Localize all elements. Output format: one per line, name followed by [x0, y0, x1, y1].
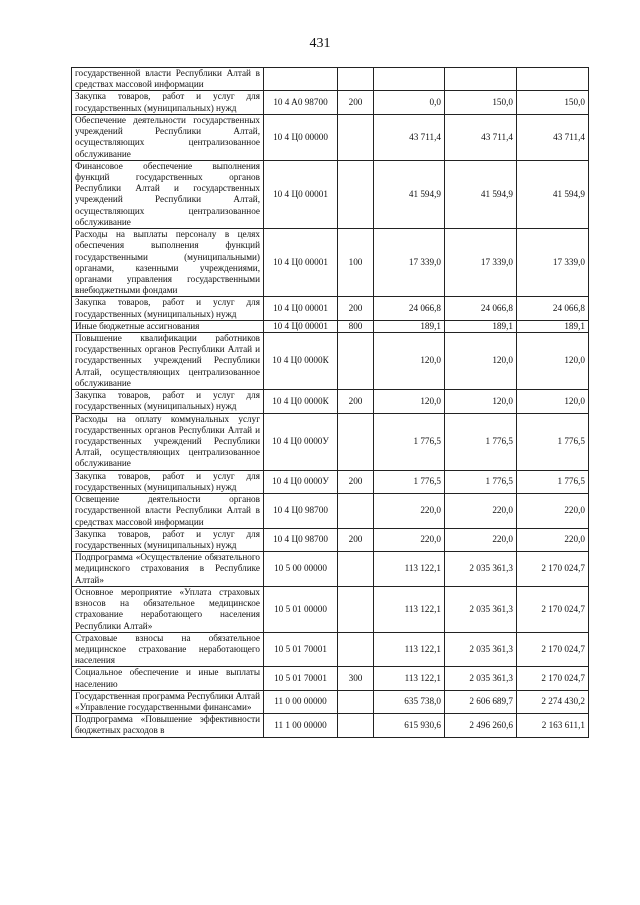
- expense-type-cell: [338, 68, 374, 91]
- table-row: [72, 667, 589, 690]
- target-code-cell: 10 5 01 70001: [264, 667, 338, 690]
- value-year1-cell: 189,1: [374, 320, 445, 332]
- expense-type-cell: [338, 632, 374, 667]
- table-row: [72, 229, 589, 297]
- value-year3-cell: 1 776,5: [517, 470, 589, 493]
- target-code-cell: 10 4 Ц0 0000У: [264, 470, 338, 493]
- value-year1-cell: 113 122,1: [374, 586, 445, 632]
- expense-type-cell: 200: [338, 528, 374, 551]
- row-name-cell: государственной власти Республики Алтай в средствах массовой информации: [72, 68, 264, 91]
- value-year1-cell: 41 594,9: [374, 160, 445, 228]
- row-name-cell: Повышение квалификации работников государственных органов Республики Алтай и государственных учреждений Республики Алтай, осуществляющих централизованное обслуживание: [72, 333, 264, 390]
- table-row: [72, 690, 589, 713]
- value-year3-cell: 43 711,4: [517, 114, 589, 160]
- value-year1-cell: 220,0: [374, 494, 445, 529]
- row-name-cell: Расходы на оплату коммунальных услуг государственных органов Республики Алтай и государственных учреждений Республики Алтай, осуществляющих централизованное обслуживание: [72, 413, 264, 470]
- row-name-cell: Закупка товаров, работ и услуг для государственных (муниципальных) нужд: [72, 528, 264, 551]
- expense-type-cell: 300: [338, 667, 374, 690]
- table-row: [72, 333, 589, 390]
- table-row: [72, 91, 589, 114]
- value-year3-cell: 2 170 024,7: [517, 586, 589, 632]
- expense-type-cell: 200: [338, 470, 374, 493]
- value-year2-cell: 17 339,0: [445, 229, 517, 297]
- value-year1-cell: 113 122,1: [374, 632, 445, 667]
- value-year2-cell: 43 711,4: [445, 114, 517, 160]
- target-code-cell: 10 4 Ц0 98700: [264, 494, 338, 529]
- value-year3-cell: 120,0: [517, 390, 589, 413]
- expense-type-cell: 100: [338, 229, 374, 297]
- row-name-cell: Освещение деятельности органов государственной власти Республики Алтай в средствах массовой информации: [72, 494, 264, 529]
- value-year3-cell: 1 776,5: [517, 413, 589, 470]
- target-code-cell: 11 0 00 00000: [264, 690, 338, 713]
- row-name-cell: Социальное обеспечение и иные выплаты населению: [72, 667, 264, 690]
- target-code-cell: 10 4 A0 98700: [264, 91, 338, 114]
- target-code-cell: 10 5 01 70001: [264, 632, 338, 667]
- expense-type-cell: 200: [338, 91, 374, 114]
- value-year3-cell: 41 594,9: [517, 160, 589, 228]
- table-row: [72, 114, 589, 160]
- value-year1-cell: 1 776,5: [374, 470, 445, 493]
- table-row: [72, 632, 589, 667]
- expense-type-cell: [338, 586, 374, 632]
- target-code-cell: 10 5 00 00000: [264, 552, 338, 587]
- target-code-cell: 10 4 Ц0 00000: [264, 114, 338, 160]
- value-year2-cell: 2 496 260,6: [445, 714, 517, 737]
- row-name-cell: Страховые взносы на обязательное медицинское страхование неработающего населения: [72, 632, 264, 667]
- row-name-cell: Закупка товаров, работ и услуг для государственных (муниципальных) нужд: [72, 470, 264, 493]
- value-year2-cell: 2 035 361,3: [445, 667, 517, 690]
- budget-table-body: [72, 68, 589, 738]
- row-name-cell: Обеспечение деятельности государственных учреждений Республики Алтай, осуществляющих централизованное обслуживание: [72, 114, 264, 160]
- expense-type-cell: [338, 160, 374, 228]
- page-number: 431: [309, 36, 331, 51]
- value-year1-cell: 17 339,0: [374, 229, 445, 297]
- value-year2-cell: 220,0: [445, 494, 517, 529]
- value-year3-cell: 2 163 611,1: [517, 714, 589, 737]
- target-code-cell: 10 4 Ц0 00001: [264, 297, 338, 320]
- expense-type-cell: 200: [338, 390, 374, 413]
- value-year1-cell: 120,0: [374, 390, 445, 413]
- row-name-cell: Закупка товаров, работ и услуг для государственных (муниципальных) нужд: [72, 297, 264, 320]
- value-year3-cell: 2 170 024,7: [517, 667, 589, 690]
- value-year3-cell: 220,0: [517, 494, 589, 529]
- budget-table: [71, 67, 589, 738]
- value-year2-cell: 120,0: [445, 390, 517, 413]
- table-row: [72, 714, 589, 737]
- row-name-cell: Расходы на выплаты персоналу в целях обеспечения выполнения функций государственными (муниципальными) органами, казенными учреждениями, органами управления государственными внебюджетными фондами: [72, 229, 264, 297]
- table-row: [72, 160, 589, 228]
- value-year1-cell: 615 930,6: [374, 714, 445, 737]
- target-code-cell: 10 5 01 00000: [264, 586, 338, 632]
- value-year1-cell: 220,0: [374, 528, 445, 551]
- value-year3-cell: 220,0: [517, 528, 589, 551]
- value-year1-cell: 0,0: [374, 91, 445, 114]
- target-code-cell: 11 1 00 00000: [264, 714, 338, 737]
- expense-type-cell: [338, 494, 374, 529]
- expense-type-cell: 800: [338, 320, 374, 332]
- value-year1-cell: 113 122,1: [374, 552, 445, 587]
- target-code-cell: 10 4 Ц0 00001: [264, 320, 338, 332]
- expense-type-cell: [338, 714, 374, 737]
- value-year3-cell: 17 339,0: [517, 229, 589, 297]
- row-name-cell: Подпрограмма «Повышение эффективности бюджетных расходов в: [72, 714, 264, 737]
- table-row: [72, 390, 589, 413]
- row-name-cell: Основное мероприятие «Уплата страховых взносов на обязательное медицинское страхование неработающего населения Республики Алтай»: [72, 586, 264, 632]
- value-year2-cell: 2 035 361,3: [445, 552, 517, 587]
- table-row: [72, 320, 589, 332]
- target-code-cell: 10 4 Ц0 0000К: [264, 390, 338, 413]
- value-year1-cell: 635 738,0: [374, 690, 445, 713]
- table-row: [72, 413, 589, 470]
- expense-type-cell: [338, 333, 374, 390]
- value-year1-cell: 43 711,4: [374, 114, 445, 160]
- row-name-cell: Государственная программа Республики Алтай «Управление государственными финансами»: [72, 690, 264, 713]
- value-year1-cell: 1 776,5: [374, 413, 445, 470]
- table-row: [72, 470, 589, 493]
- expense-type-cell: [338, 413, 374, 470]
- table-row: [72, 297, 589, 320]
- value-year1-cell: 113 122,1: [374, 667, 445, 690]
- value-year2-cell: 2 606 689,7: [445, 690, 517, 713]
- value-year1-cell: 120,0: [374, 333, 445, 390]
- value-year3-cell: 2 274 430,2: [517, 690, 589, 713]
- table-row: [72, 494, 589, 529]
- row-name-cell: Закупка товаров, работ и услуг для государственных (муниципальных) нужд: [72, 91, 264, 114]
- value-year3-cell: 2 170 024,7: [517, 632, 589, 667]
- target-code-cell: 10 4 Ц0 98700: [264, 528, 338, 551]
- value-year2-cell: 120,0: [445, 333, 517, 390]
- target-code-cell: 10 4 Ц0 0000К: [264, 333, 338, 390]
- target-code-cell: 10 4 Ц0 00001: [264, 160, 338, 228]
- target-code-cell: 10 4 Ц0 00001: [264, 229, 338, 297]
- value-year2-cell: 41 594,9: [445, 160, 517, 228]
- table-row: [72, 68, 589, 91]
- row-name-cell: Финансовое обеспечение выполнения функций государственных органов Республики Алтай и государственных учреждений Республики Алтай, осуществляющих централизованное обслуживание: [72, 160, 264, 228]
- value-year2-cell: 220,0: [445, 528, 517, 551]
- value-year1-cell: [374, 68, 445, 91]
- value-year3-cell: 2 170 024,7: [517, 552, 589, 587]
- table-row: [72, 552, 589, 587]
- row-name-cell: Подпрограмма «Осуществление обязательного медицинского страхования в Республике Алтай»: [72, 552, 264, 587]
- value-year2-cell: 189,1: [445, 320, 517, 332]
- row-name-cell: Иные бюджетные ассигнования: [72, 320, 264, 332]
- value-year1-cell: 24 066,8: [374, 297, 445, 320]
- value-year3-cell: 120,0: [517, 333, 589, 390]
- value-year2-cell: 1 776,5: [445, 413, 517, 470]
- value-year2-cell: 2 035 361,3: [445, 632, 517, 667]
- value-year2-cell: 1 776,5: [445, 470, 517, 493]
- table-row: [72, 586, 589, 632]
- expense-type-cell: [338, 552, 374, 587]
- value-year3-cell: 24 066,8: [517, 297, 589, 320]
- value-year3-cell: 189,1: [517, 320, 589, 332]
- value-year2-cell: 24 066,8: [445, 297, 517, 320]
- expense-type-cell: [338, 114, 374, 160]
- value-year2-cell: 2 035 361,3: [445, 586, 517, 632]
- expense-type-cell: [338, 690, 374, 713]
- expense-type-cell: 200: [338, 297, 374, 320]
- target-code-cell: 10 4 Ц0 0000У: [264, 413, 338, 470]
- value-year2-cell: [445, 68, 517, 91]
- value-year2-cell: 150,0: [445, 91, 517, 114]
- row-name-cell: Закупка товаров, работ и услуг для государственных (муниципальных) нужд: [72, 390, 264, 413]
- target-code-cell: [264, 68, 338, 91]
- value-year3-cell: 150,0: [517, 91, 589, 114]
- table-row: [72, 528, 589, 551]
- value-year3-cell: [517, 68, 589, 91]
